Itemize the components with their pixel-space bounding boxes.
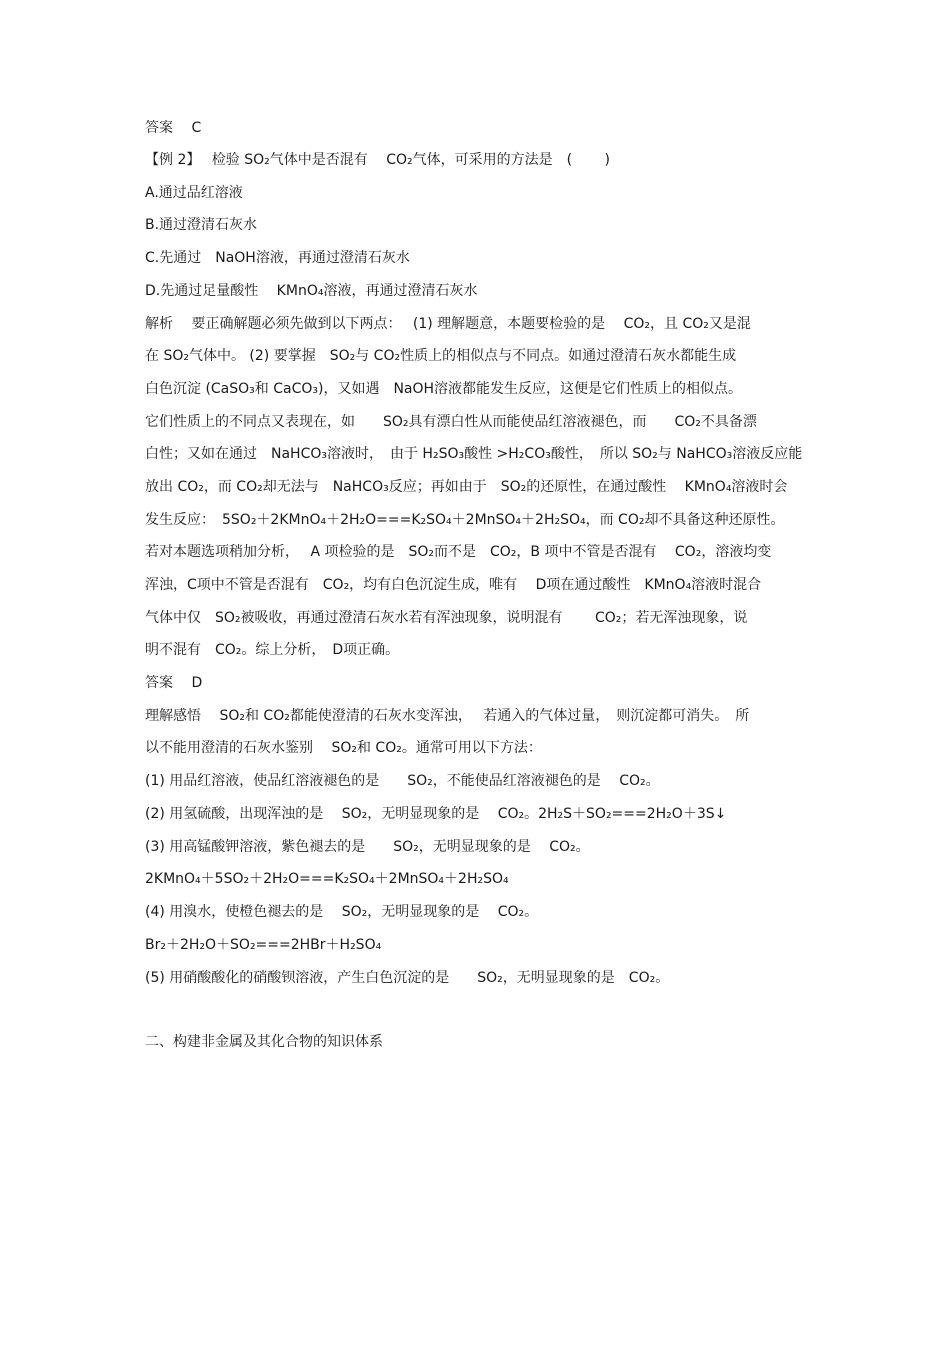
option-d: D.先通过足量酸性 KMnO₄溶液，再通过澄清石灰水 [145, 283, 478, 299]
analysis-line-1: 解析 要正确解题必须先做到以下两点： (1) 理解题意，本题要检验的是 CO₂，且 CO₂又是混 [145, 316, 751, 332]
option-a: A.通过品红溶液 [145, 185, 243, 201]
example-2-question: 【例 2】 检验 SO₂气体中是否混有 CO₂气体，可采用的方法是 ( ) [145, 152, 611, 168]
method-4: (4) 用溴水，使橙色褪去的是 SO₂，无明显现象的是 CO₂。 [145, 904, 539, 920]
analysis-line-2: 在 SO₂气体中。 (2) 要掌握 SO₂与 CO₂性质上的相似点与不同点。如通过澄清石灰水都能生成 [145, 348, 737, 364]
insight-line-1: 理解感悟 SO₂和 CO₂都能使澄清的石灰水变浑浊， 若通入的气体过量， 则沉淀都可消失。 所 [145, 708, 750, 724]
answer-d-line: 答案 D [145, 675, 203, 691]
method-4-equation: Br₂＋2H₂O＋SO₂===2HBr＋H₂SO₄ [145, 937, 382, 953]
analysis-line-6: 放出 CO₂，而 CO₂却无法与 NaHCO₃反应；再如由于 SO₂的还原性，在通过酸性 KMnO₄溶液时会 [145, 479, 788, 495]
analysis-line-9: 浑浊，C项中不管是否混有 CO₂，均有白色沉淀生成，唯有 D项在通过酸性 KMnO₄溶液时混合 [145, 577, 762, 593]
option-c: C.先通过 NaOH溶液，再通过澄清石灰水 [145, 250, 410, 266]
method-1: (1) 用品红溶液，使品红溶液褪色的是 SO₂，不能使品红溶液褪色的是 CO₂。 [145, 773, 660, 789]
option-b: B.通过澄清石灰水 [145, 217, 258, 233]
analysis-line-7: 发生反应： 5SO₂＋2KMnO₄＋2H₂O===K₂SO₄＋2MnSO₄＋2H₂SO₄，而 CO₂却不具备这种还原性。 [145, 512, 785, 528]
analysis-line-11: 明不混有 CO₂。综上分析， D项正确。 [145, 642, 400, 658]
method-5: (5) 用硝酸酸化的硝酸钡溶液，产生白色沉淀的是 SO₂，无明显现象的是 CO₂。 [145, 970, 670, 986]
answer-c-line: 答案 C [145, 120, 202, 136]
analysis-line-8: 若对本题选项稍加分析， A 项检验的是 SO₂而不是 CO₂，B 项中不管是否混有 CO₂，溶液均变 [145, 544, 772, 560]
insight-line-2: 以不能用澄清的石灰水鉴别 SO₂和 CO₂。通常可用以下方法： [145, 740, 542, 756]
method-3: (3) 用高锰酸钾溶液，紫色褪去的是 SO₂，无明显现象的是 CO₂。 [145, 839, 590, 855]
method-2: (2) 用氢硫酸，出现浑浊的是 SO₂，无明显现象的是 CO₂。2H₂S＋SO₂===2H₂O＋3S↓ [145, 806, 727, 822]
analysis-line-10: 气体中仅 SO₂被吸收，再通过澄清石灰水若有浑浊现象，说明混有 CO₂；若无浑浊现象，说 [145, 610, 748, 626]
analysis-line-4: 它们性质上的不同点又表现在，如 SO₂具有漂白性从而能使品红溶液褪色，而 CO₂不具备漂 [145, 414, 757, 430]
analysis-line-3: 白色沉淀 (CaSO₃和 CaCO₃)，又如遇 NaOH溶液都能发生反应，这便是它们性质上的相似点。 [145, 381, 743, 397]
section-heading: 二、构建非金属及其化合物的知识体系 [145, 1034, 383, 1050]
method-3-equation: 2KMnO₄＋5SO₂＋2H₂O===K₂SO₄＋2MnSO₄＋2H₂SO₄ [145, 871, 509, 887]
analysis-line-5: 白性；又如在通过 NaHCO₃溶液时， 由于 H₂SO₃酸性 >H₂CO₃酸性， 所以 SO₂与 NaHCO₃溶液反应能 [145, 446, 803, 462]
